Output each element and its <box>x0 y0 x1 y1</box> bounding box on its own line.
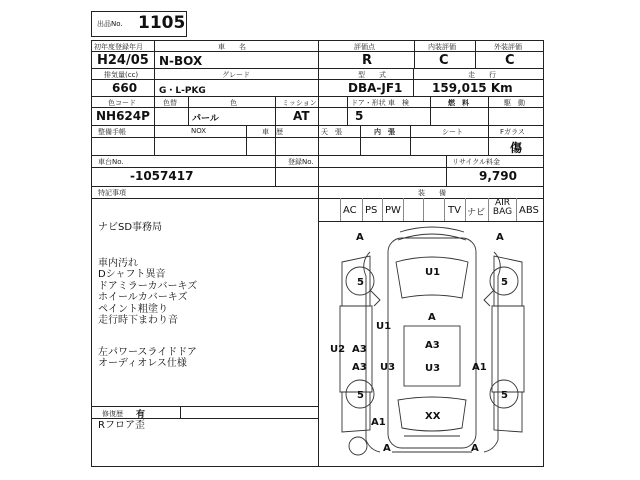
note-line: Dシャフト異音 <box>98 269 166 281</box>
equipment-abs: ABS <box>519 205 539 216</box>
lot-number-label: 出品No. <box>97 20 123 28</box>
damage-tire-fr: 5 <box>501 277 508 288</box>
transmission-value: AT <box>293 109 310 123</box>
repair-history-value: 有 <box>136 410 146 420</box>
notes-bottom <box>98 347 197 370</box>
recycle-fee-value: 9,790 <box>479 169 517 183</box>
exterior-score-value: C <box>505 53 515 68</box>
displacement-header: 排気量(cc) <box>104 71 139 79</box>
fuel-header: 燃 料 <box>448 99 469 107</box>
color-value: パール <box>192 114 219 124</box>
grade-value: G・L-PKG <box>159 86 206 96</box>
notes-header: 特記事項 <box>98 189 126 197</box>
mileage-value: 159,015 Km <box>432 81 513 95</box>
damage-tire-rr: 5 <box>501 390 508 401</box>
seat-header: シート <box>442 128 463 136</box>
damage-rear-left: A1 <box>371 417 386 428</box>
damage-tire-fl: 5 <box>357 277 364 288</box>
damage-tailgate: XX <box>425 411 441 422</box>
equipment-pw: PW <box>385 205 401 216</box>
service-manual-header: 整備手帳 <box>98 128 126 136</box>
model-code-value: DBA-JF1 <box>348 81 403 95</box>
transmission-header: ミッション <box>282 99 317 107</box>
note-line: ホイールカバーキズ <box>98 292 188 304</box>
chassis-no-header: 車台No. <box>98 158 124 166</box>
note-line: ドアミラーカバーキズ <box>98 280 198 292</box>
note-line: 車内汚れ <box>98 258 138 269</box>
note-line: ナビSD事務局 <box>98 222 163 233</box>
color-code-header: 色コード <box>108 99 136 107</box>
inspection-header: 車 検 <box>388 99 409 107</box>
note-line: 左パワースライドドア <box>98 347 197 358</box>
score-header: 評価点 <box>354 43 375 51</box>
damage-left-door-upper: A3 <box>352 344 367 355</box>
damage-tire-rl: 5 <box>357 390 364 401</box>
mileage-header: 走 行 <box>468 71 496 79</box>
repair-history-header: 修復歴 <box>102 410 123 418</box>
displacement-value: 660 <box>112 81 138 95</box>
lot-number-box <box>91 11 187 37</box>
damage-hood-left: U1 <box>376 321 392 332</box>
equipment-header: 装 備 <box>418 189 446 197</box>
front-glass-value: 傷 <box>510 141 523 155</box>
chassis-no-value: -1057417 <box>130 169 194 183</box>
damage-left-door-inner: U3 <box>380 362 396 373</box>
recycle-fee-header: リサイクル料金 <box>452 158 501 166</box>
equipment-airbag: AIR BAG <box>492 198 513 217</box>
repair-notes <box>98 420 145 431</box>
history-header: 車 歴 <box>262 128 283 136</box>
interior-header: 内 張 <box>374 128 395 136</box>
damage-front-right: A <box>496 232 504 243</box>
car-damage-diagram <box>318 221 544 466</box>
score-value: R <box>362 53 373 68</box>
reg-no-header: 登録No. <box>288 158 314 166</box>
equipment-ps: PS <box>365 205 378 216</box>
notes-top <box>98 222 162 233</box>
lot-number: 1105 <box>138 13 186 33</box>
damage-front-left: A <box>356 232 364 243</box>
equipment-navi: ナビ <box>467 208 486 218</box>
door-shape-value: 5 <box>355 109 364 123</box>
nox-header: NOX <box>191 127 207 135</box>
door-shape-header: ドア・形状 <box>351 99 386 107</box>
interior-score-header: 内装評価 <box>428 43 456 51</box>
notes-mid <box>98 258 197 326</box>
sunroof-header: 天 張 <box>321 128 342 136</box>
damage-right-panel: A1 <box>472 362 487 373</box>
note-line: 走行時下まわり音 <box>98 315 178 327</box>
damage-left-door-lower: A3 <box>352 362 367 373</box>
color-header: 色 <box>230 99 237 107</box>
first-reg-value: H24/05 <box>97 53 149 68</box>
drive-header: 駆 動 <box>504 99 525 107</box>
damage-front-panel: A <box>428 312 436 323</box>
damage-left-slide-door: U2 <box>330 344 346 355</box>
spare-tire-icon <box>349 437 367 455</box>
repair-note-line: Rフロア歪 <box>98 420 145 431</box>
damage-windshield: U1 <box>425 267 441 278</box>
exterior-score-header: 外装評価 <box>494 43 522 51</box>
equipment-tv: TV <box>448 205 461 216</box>
damage-rear-bottom-left: A <box>383 443 391 454</box>
note-line: ペイント粗塗り <box>98 303 168 315</box>
damage-roof: A3 <box>425 340 440 351</box>
first-reg-header: 初年度登録年月 <box>94 43 143 51</box>
grade-header: グレード <box>222 71 250 79</box>
color-code-value: NH624P <box>96 109 150 123</box>
model-name-header: 車 名 <box>218 43 246 51</box>
damage-rear-bottom-right: A <box>471 443 479 454</box>
color-change-header: 色替 <box>163 99 177 107</box>
interior-score-value: C <box>439 53 449 68</box>
note-line: オーディオレス仕様 <box>98 358 187 370</box>
model-name-value: N-BOX <box>159 54 203 68</box>
model-code-header: 型 式 <box>358 71 386 79</box>
damage-roof-lower: U3 <box>425 363 441 374</box>
equipment-ac: AC <box>343 205 357 216</box>
front-glass-header: Fガラス <box>500 128 525 136</box>
